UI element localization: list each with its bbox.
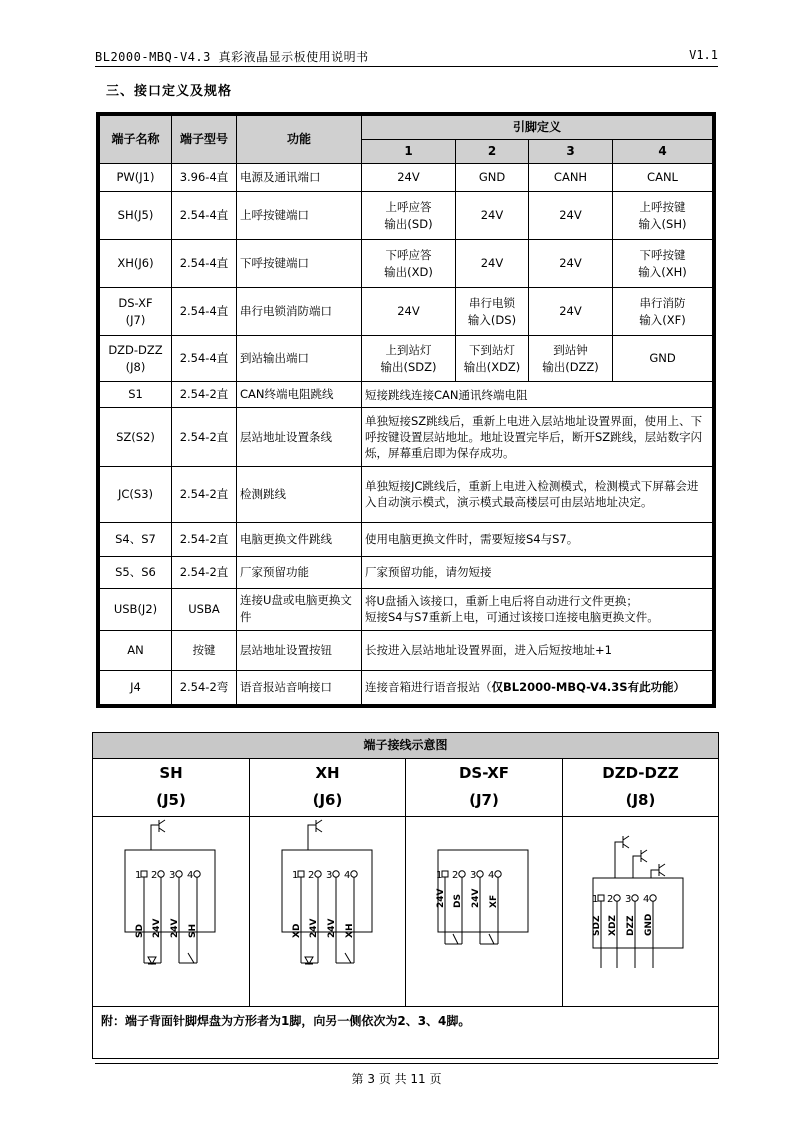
- terminal-type: 2.54-2直: [172, 382, 237, 408]
- table-row: [100, 588, 713, 630]
- pin-3-value: 24V: [529, 288, 613, 336]
- pin-number: 4: [187, 870, 194, 881]
- sh-wiring-schematic: [93, 818, 250, 1004]
- table-row: [100, 466, 713, 522]
- pin-3-value: 24V: [529, 240, 613, 288]
- pin-2-value: GND: [456, 164, 529, 192]
- pin-number: 1: [135, 870, 142, 881]
- header-pin-1: 1: [362, 140, 456, 164]
- wire-label: DZZ: [626, 915, 636, 936]
- table-row: [100, 630, 713, 670]
- pin-number: 2: [607, 894, 614, 905]
- wire-label: 24V: [152, 918, 162, 938]
- pin-2-value: 下到站灯 输出(XDZ): [456, 336, 529, 382]
- table-row: [100, 382, 713, 408]
- document-version: V1.1: [689, 48, 718, 62]
- terminal-function: CAN终端电阻跳线: [237, 382, 362, 408]
- diagram-column-dzd-dzz: [563, 758, 718, 1006]
- table-row: [100, 288, 713, 336]
- pin-1-value: 上到站灯 输出(SDZ): [362, 336, 456, 382]
- pin-number: 4: [344, 870, 351, 881]
- wire-label: GND: [644, 913, 654, 936]
- pin-2-value: 24V: [456, 240, 529, 288]
- wire-label: DS: [453, 894, 463, 908]
- pin-4-value: GND: [613, 336, 713, 382]
- pin-number: 4: [643, 894, 650, 905]
- dzd-dzz-wiring-schematic: [563, 818, 718, 1004]
- terminal-type: 按键: [172, 630, 237, 670]
- terminal-name: DS-XF (J7): [100, 288, 172, 336]
- terminal-description: 使用电脑更换文件时，需要短接S4与S7。: [362, 522, 713, 556]
- wire-label: SDZ: [592, 915, 602, 936]
- header-pin-definition: 引脚定义: [362, 116, 713, 140]
- terminal-type: 2.54-4直: [172, 288, 237, 336]
- pin-4-value: 串行消防 输入(XF): [613, 288, 713, 336]
- pin-number: 2: [151, 870, 158, 881]
- terminal-function: 到站输出端口: [237, 336, 362, 382]
- terminal-type: 2.54-2直: [172, 556, 237, 588]
- pin-number: 4: [488, 870, 495, 881]
- diagram-column-xh: [250, 758, 406, 1006]
- description-bold-text: 仅BL2000-MBQ-V4.3S有此功能）: [491, 680, 686, 695]
- terminal-function: 检测跳线: [237, 466, 362, 522]
- terminal-type: 3.96-4直: [172, 164, 237, 192]
- section-title: 三、接口定义及规格: [106, 84, 233, 99]
- terminal-name: S4、S7: [100, 522, 172, 556]
- xh-wiring-schematic: [250, 818, 406, 1004]
- pin-number: 1: [292, 870, 299, 881]
- terminal-description: 单独短接JC跳线后，重新上电进入检测模式，检测模式下屏幕会进入自动演示模式，演示模式最高楼层可由层站地址决定。: [362, 466, 713, 522]
- connector-name: DS-XF: [458, 764, 510, 782]
- diagram-column-ds-xf: [406, 758, 563, 1006]
- interface-spec-table: [96, 112, 716, 708]
- pin-number: 3: [326, 870, 333, 881]
- terminal-type: 2.54-2弯: [172, 670, 237, 704]
- table-row: [100, 192, 713, 240]
- connector-name: DZD-DZZ: [602, 764, 679, 782]
- footer-divider: [95, 1063, 718, 1064]
- terminal-description: 长按进入层站地址设置界面，进入后短按地址+1: [362, 630, 713, 670]
- terminal-name: S5、S6: [100, 556, 172, 588]
- terminal-function: 下呼按键端口: [237, 240, 362, 288]
- header-pin-3: 3: [529, 140, 613, 164]
- pin-3-value: 到站钟 输出(DZZ): [529, 336, 613, 382]
- pin-1-value: 下呼应答 输出(XD): [362, 240, 456, 288]
- terminal-function: 语音报站音响接口: [237, 670, 362, 704]
- wire-label: 24V: [309, 918, 319, 938]
- wire-label: XDZ: [608, 915, 618, 936]
- table-row: [100, 522, 713, 556]
- wiring-diagram-title: 端子接线示意图: [93, 733, 718, 759]
- wire-label: 24V: [436, 888, 446, 908]
- terminal-type: 2.54-2直: [172, 466, 237, 522]
- connector-port: (J8): [625, 791, 656, 809]
- terminal-type: 2.54-4直: [172, 192, 237, 240]
- divider: [563, 816, 718, 817]
- wiring-diagram-panel: [92, 732, 719, 1059]
- terminal-function: 厂家预留功能: [237, 556, 362, 588]
- table-row: [100, 556, 713, 588]
- pin-3-value: 24V: [529, 192, 613, 240]
- diagram-column-sh: [93, 758, 250, 1006]
- terminal-name: DZD-DZZ (J8): [100, 336, 172, 382]
- pin-1-value: 上呼应答 输出(SD): [362, 192, 456, 240]
- terminal-description: 厂家预留功能，请勿短接: [362, 556, 713, 588]
- pin-number: 3: [470, 870, 477, 881]
- pin-2-value: 24V: [456, 192, 529, 240]
- terminal-name: JC(S3): [100, 466, 172, 522]
- wire-label: 24V: [327, 918, 337, 938]
- pin-number: 3: [625, 894, 632, 905]
- wire-label: XF: [489, 894, 499, 908]
- divider: [250, 816, 405, 817]
- connector-name: SH: [159, 764, 183, 782]
- wire-label: SD: [135, 924, 145, 938]
- page-header: [95, 46, 718, 67]
- terminal-function: 层站地址设置条线: [237, 408, 362, 466]
- terminal-function: 电脑更换文件跳线: [237, 522, 362, 556]
- terminal-type: 2.54-2直: [172, 522, 237, 556]
- header-terminal-name: 端子名称: [100, 116, 172, 164]
- pin-1-value: 24V: [362, 288, 456, 336]
- header-pin-2: 2: [456, 140, 529, 164]
- terminal-type: 2.54-4直: [172, 240, 237, 288]
- connector-name: XH: [315, 764, 340, 782]
- wire-label: 24V: [471, 888, 481, 908]
- wire-label: XD: [292, 923, 302, 938]
- table-row: [100, 408, 713, 466]
- terminal-type: 2.54-2直: [172, 408, 237, 466]
- terminal-function: 层站地址设置按钮: [237, 630, 362, 670]
- terminal-function: 串行电锁消防端口: [237, 288, 362, 336]
- terminal-name: XH(J6): [100, 240, 172, 288]
- wire-label: 24V: [170, 918, 180, 938]
- terminal-name: AN: [100, 630, 172, 670]
- table-row: [100, 336, 713, 382]
- divider: [93, 816, 249, 817]
- terminal-type: 2.54-4直: [172, 336, 237, 382]
- terminal-function: 上呼按键端口: [237, 192, 362, 240]
- pin-3-value: CANH: [529, 164, 613, 192]
- pin-number: 2: [452, 870, 459, 881]
- terminal-name: USB(J2): [100, 588, 172, 630]
- terminal-description: [362, 670, 713, 704]
- table-row: [100, 164, 713, 192]
- pin-number: 2: [308, 870, 315, 881]
- terminal-name: PW(J1): [100, 164, 172, 192]
- pin-4-value: 下呼按键 输入(XH): [613, 240, 713, 288]
- connector-port: (J6): [312, 791, 343, 809]
- table-row: [100, 670, 713, 704]
- connector-port: (J7): [469, 791, 499, 809]
- connector-port: (J5): [156, 791, 186, 809]
- pin-number: 1: [592, 894, 599, 905]
- terminal-type: USBA: [172, 588, 237, 630]
- page-number: 第 3 页 共 11 页: [351, 1072, 442, 1086]
- description-text: 连接音箱进行语音报站（: [365, 680, 492, 695]
- document-title: BL2000-MBQ-V4.3 真彩液晶显示板使用说明书: [95, 50, 369, 64]
- pin-orientation-note: 附：端子背面针脚焊盘为方形者为1脚，向另一侧依次为2、3、4脚。: [101, 1014, 471, 1028]
- pin-number: 1: [436, 870, 443, 881]
- terminal-name: SZ(S2): [100, 408, 172, 466]
- pin-2-value: 串行电锁 输入(DS): [456, 288, 529, 336]
- pin-4-value: CANL: [613, 164, 713, 192]
- divider: [406, 816, 562, 817]
- pin-4-value: 上呼按键 输入(SH): [613, 192, 713, 240]
- terminal-name: J4: [100, 670, 172, 704]
- terminal-name: S1: [100, 382, 172, 408]
- terminal-description: 单独短接SZ跳线后，重新上电进入层站地址设置界面，使用上、下呼按键设置层站地址。地址设置完毕后，断开SZ跳线，层站数字闪烁，屏幕重启即为保存成功。: [362, 408, 713, 466]
- terminal-function: 电源及通讯端口: [237, 164, 362, 192]
- header-function: 功能: [237, 116, 362, 164]
- terminal-function: 连接U盘或电脑更换文件: [237, 588, 362, 630]
- terminal-name: SH(J5): [100, 192, 172, 240]
- table-row: [100, 240, 713, 288]
- pin-number: 3: [169, 870, 176, 881]
- header-pin-4: 4: [613, 140, 713, 164]
- diagram-note-row: [93, 1006, 718, 1060]
- terminal-description: 短接跳线连接CAN通讯终端电阻: [362, 382, 713, 408]
- terminal-description: 将U盘插入该接口，重新上电后将自动进行文件更换； 短接S4与S7重新上电，可通过该接口连接电脑更换文件。: [362, 588, 713, 630]
- wire-label: XH: [345, 923, 355, 938]
- pin-1-value: 24V: [362, 164, 456, 192]
- wire-label: SH: [188, 923, 198, 938]
- header-terminal-type: 端子型号: [172, 116, 237, 164]
- ds-xf-wiring-schematic: [406, 818, 563, 1004]
